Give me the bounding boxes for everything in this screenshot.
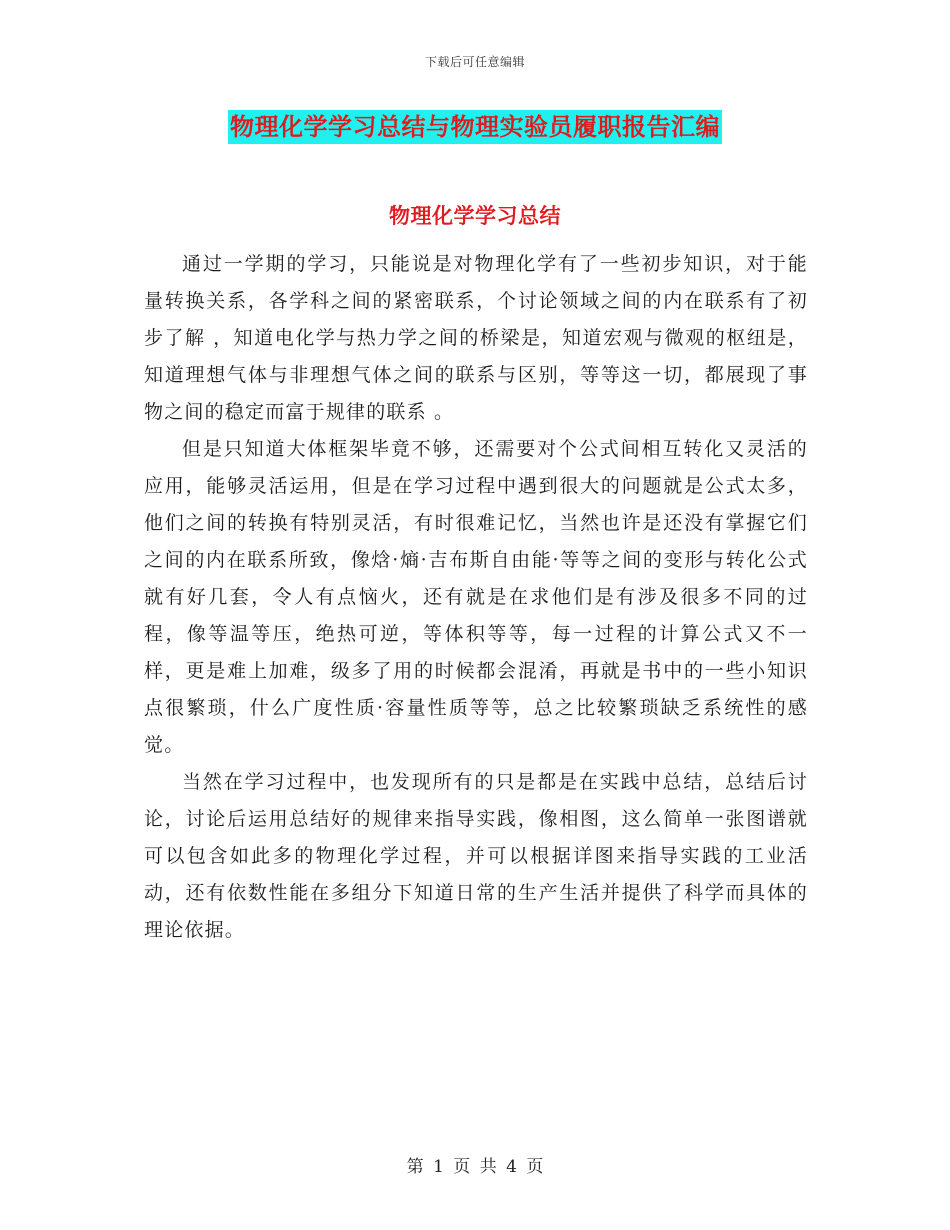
document-title: 物理化学学习总结与物理实验员履职报告汇编 (228, 110, 722, 144)
document-title-container (0, 110, 950, 144)
header-note: 下载后可任意编辑 (424, 55, 525, 69)
paragraph: 通过一学期的学习，只能说是对物理化学有了一些初步知识，对于能量转换关系，各学科之间的紧密联系，个讨论领域之间的内在联系有了初步了解 ，知道电化学与热力学之间的桥梁是，知道宏观与微观的枢纽是，知道理想气体与非理想气体之间的联系与区别，等等这一切，都展现了事物之间的稳定而富于规律的联系 。 (144, 253, 808, 423)
paragraph: 但是只知道大体框架毕竟不够，还需要对个公式间相互转化又灵活的应用，能够灵活运用，但是在学习过程中遇到很大的问题就是公式太多，他们之间的转换有特别灵活，有时很难记忆，当然也许是还没有掌握它们之间的内在联系所致，像焓·熵·吉布斯自由能·等等之间的变形与转化公式就有好几套，令人有点恼火，还有就是在求他们是有涉及很多不同的过程，像等温等压，绝热可逆，等体积等等，每一过程的计算公式又不一样，更是难上加难，级多了用的时候都会混淆，再就是书中的一些小知识点很繁琐，什么广度性质·容量性质等等，总之比较繁琐缺乏系统性的感觉。 (144, 438, 808, 756)
page-number: 第 1 页 共 4 页 (406, 1157, 544, 1177)
paragraph: 当然在学习过程中，也发现所有的只是都是在实践中总结，总结后讨论，讨论后运用总结好的规律来指导实践，像相图，这么简单一张图谱就可以包含如此多的物理化学过程，并可以根据详图来指导实践的工业活动，还有依数性能在多组分下知道日常的生产生活并提供了科学而具体的理论依据。 (144, 771, 808, 941)
section-title: 物理化学学习总结 (389, 203, 561, 228)
document-body (144, 246, 808, 949)
